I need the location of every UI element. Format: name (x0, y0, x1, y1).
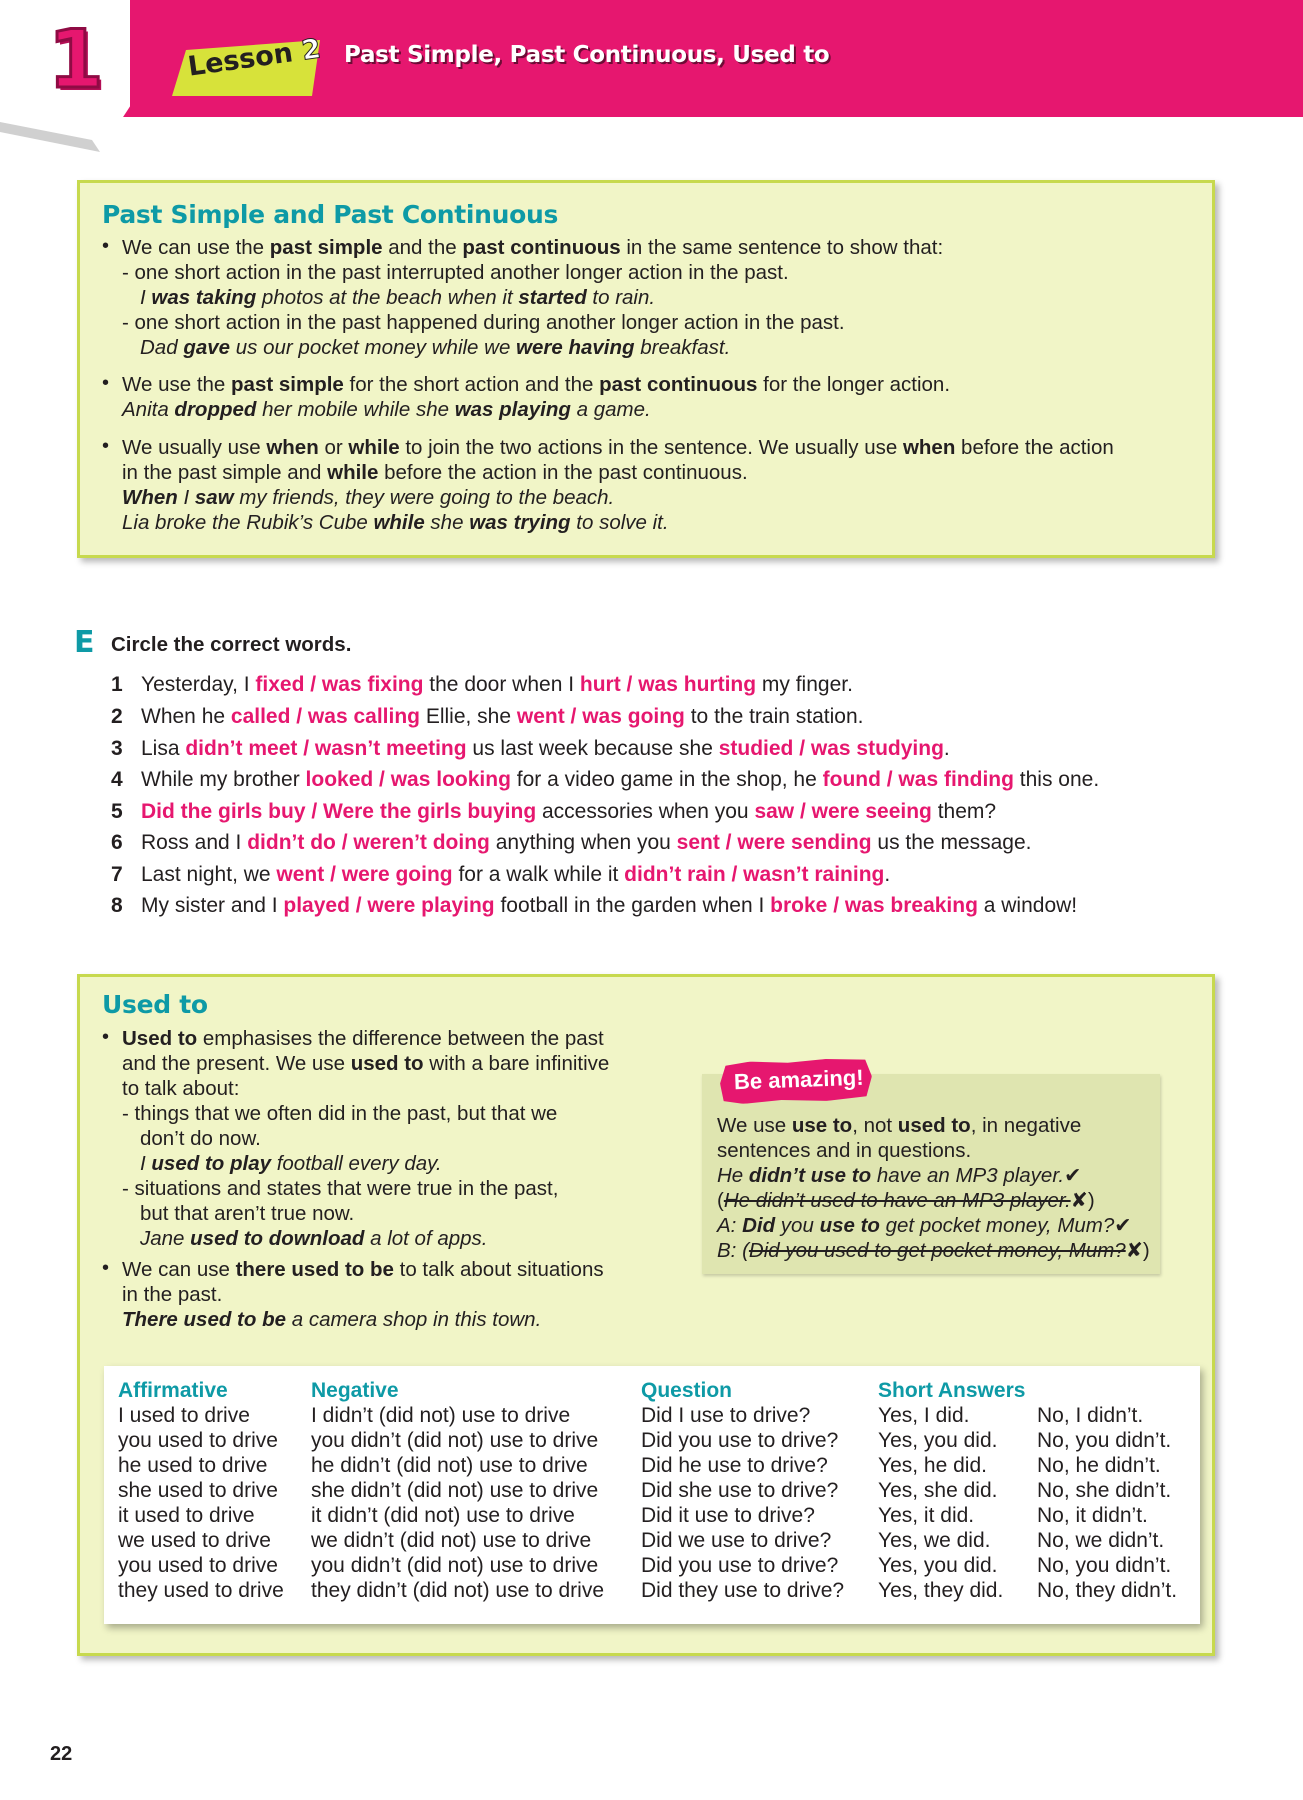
text-segment: you (775, 1214, 820, 1237)
text-segment: used to (350, 1052, 424, 1075)
text-segment: When he (141, 705, 231, 728)
table-header: Affirmative (118, 1379, 228, 1402)
text-segment: used to (897, 1114, 971, 1137)
text-segment: when (266, 436, 319, 459)
table-column-affirmative (118, 1378, 284, 1603)
rule-line (122, 435, 1114, 460)
text-segment: Did (742, 1214, 776, 1237)
text-segment: I (140, 1152, 152, 1175)
tip-line (717, 1113, 1081, 1138)
text-segment: them? (931, 800, 997, 823)
text-segment: to solve it. (570, 511, 669, 534)
table-cell: Did he use to drive? (641, 1454, 828, 1477)
exercise-letter: E (74, 625, 95, 660)
table-column-negative (311, 1378, 604, 1603)
text-segment: Lia broke the Rubik’s Cube (122, 511, 374, 534)
text-segment: past continuous (462, 236, 621, 259)
text-segment: past simple (269, 236, 383, 259)
table-cell: Did it use to drive? (641, 1504, 815, 1527)
text-segment: didn’t use to (748, 1164, 872, 1187)
bullet: • (102, 1257, 110, 1279)
table-column-short-no (1037, 1378, 1177, 1603)
text-segment: Did you used to get pocket money, Mum? (748, 1239, 1126, 1262)
text-segment: There used to be (122, 1308, 287, 1331)
text-segment: We use (717, 1114, 792, 1137)
text-segment: when (902, 436, 956, 459)
text-segment: was playing (454, 398, 571, 421)
table-cell: I didn’t (did not) use to drive (311, 1404, 571, 1427)
rule-line (122, 1257, 604, 1282)
text-segment: 7 (111, 863, 123, 886)
text-segment: were having (516, 336, 635, 359)
text-segment: used to download (190, 1227, 365, 1250)
example-sentence (122, 1307, 541, 1332)
text-segment: Used to (122, 1027, 198, 1050)
rule-line (122, 235, 943, 260)
table-cell: Yes, you did. (878, 1429, 998, 1452)
text-segment: for a video game in the shop, he (510, 768, 823, 791)
table-cell: Yes, I did. (878, 1404, 970, 1427)
bullet: • (102, 435, 110, 457)
answer-choice[interactable]: studied / was studying (718, 737, 944, 760)
text-segment: Anita (122, 398, 175, 421)
text-segment: football every day. (271, 1152, 442, 1175)
rule-line (122, 1051, 609, 1076)
rule-line (122, 372, 950, 397)
table-cell: they used to drive (118, 1579, 284, 1602)
table-cell: Yes, he did. (878, 1454, 987, 1477)
text-segment: When (122, 486, 178, 509)
text-segment: she (424, 511, 470, 534)
rule-line: don’t do now. (140, 1127, 261, 1150)
tip-example (717, 1238, 1150, 1263)
bullet: • (102, 372, 110, 394)
table-cell: No, it didn’t. (1037, 1504, 1148, 1527)
table-cell: you used to drive (118, 1429, 278, 1452)
text-segment: before the action in the past continuous. (378, 461, 748, 484)
text-segment: use to (819, 1214, 880, 1237)
text-segment: gave (183, 336, 231, 359)
text-segment: anything when you (489, 831, 677, 854)
text-segment: He (717, 1164, 749, 1187)
lesson-title: Past Simple, Past Continuous, Used to (344, 42, 830, 68)
exercise-item (111, 705, 864, 729)
text-segment: for the longer action. (757, 373, 951, 396)
rule-line (122, 460, 748, 485)
be-amazing-label: Be amazing! (733, 1064, 864, 1095)
text-segment: Last night, we (141, 863, 277, 886)
text-segment: We use the (122, 373, 232, 396)
answer-choice[interactable]: hurt / was hurting (579, 673, 757, 696)
table-cell: we didn’t (did not) use to drive (311, 1529, 592, 1552)
answer-choice[interactable]: sent / were sending (676, 831, 872, 854)
table-cell: you used to drive (118, 1554, 278, 1577)
rule-line: - one short action in the past happened during another longer action in the past. (122, 311, 845, 334)
exercise-item (111, 894, 1077, 918)
text-segment: My sister and I (141, 894, 284, 917)
table-cell: they didn’t (did not) use to drive (311, 1579, 604, 1602)
rule-line (122, 1026, 604, 1051)
text-segment: us last week because she (466, 737, 719, 760)
table-cell: we used to drive (118, 1529, 271, 1552)
table-cell: he used to drive (118, 1454, 268, 1477)
table-header: Negative (311, 1379, 399, 1402)
text-segment: photos at the beach when it (256, 286, 519, 309)
answer-choice[interactable]: didn’t meet / wasn’t meeting (185, 737, 467, 760)
text-segment: this one. (1013, 768, 1100, 791)
text-segment: before the action (955, 436, 1114, 459)
text-segment: past continuous (599, 373, 758, 396)
text-segment: Ross and I (141, 831, 248, 854)
text-segment: situations and states that were true in the past, (134, 1177, 559, 1200)
text-segment: 4 (111, 768, 123, 791)
answer-choice[interactable]: saw / were seeing (754, 800, 932, 823)
bullet: • (102, 1026, 110, 1048)
text-segment: started (518, 286, 587, 309)
answer-choice[interactable]: went / were going (276, 863, 453, 886)
table-cell: No, we didn’t. (1037, 1529, 1165, 1552)
table-cell: Yes, she did. (878, 1479, 998, 1502)
text-segment: We can use the (122, 236, 270, 259)
text-segment: for a walk while it (452, 863, 625, 886)
text-segment: the door when I (423, 673, 580, 696)
rule-line: in the past. (122, 1283, 223, 1306)
exercise-item (111, 800, 996, 824)
table-cell: Did we use to drive? (641, 1529, 832, 1552)
table-header: Short Answers (878, 1379, 1026, 1402)
text-segment: B: ( (717, 1239, 749, 1262)
exercise-item (111, 768, 1099, 792)
text-segment: to join the two actions in the sentence. We usually use (399, 436, 903, 459)
text-segment: ) (1142, 1239, 1150, 1262)
grammar-box-title: Past Simple and Past Continuous (102, 200, 559, 229)
check-icon: ✔ (1114, 1214, 1132, 1237)
text-segment: was taking (151, 286, 257, 309)
text-segment: saw (194, 486, 234, 509)
text-segment: was trying (469, 511, 571, 534)
table-cell: you didn’t (did not) use to drive (311, 1429, 599, 1452)
text-segment: to rain. (586, 286, 656, 309)
example-sentence (122, 510, 669, 535)
text-segment: dropped (174, 398, 257, 421)
cross-icon: ✘ (1125, 1239, 1143, 1262)
text-segment: Dad (140, 336, 184, 359)
answer-choice[interactable]: Did the girls buy / Were the girls buying (141, 800, 537, 823)
answer-choice[interactable]: found / was finding (822, 768, 1014, 791)
answer-choice[interactable]: broke / was breaking (770, 894, 978, 917)
table-cell: No, they didn’t. (1037, 1579, 1178, 1602)
lesson-word: Lesson (186, 37, 295, 83)
text-segment: in the same sentence to show that: (620, 236, 944, 259)
table-cell: Yes, you did. (878, 1554, 998, 1577)
text-segment: He didn’t used to have an MP3 player. (723, 1189, 1071, 1212)
text-segment: while (327, 461, 379, 484)
tip-example (717, 1213, 1131, 1238)
table-cell: you didn’t (did not) use to drive (311, 1554, 599, 1577)
table-cell: Did they use to drive? (641, 1579, 845, 1602)
text-segment: a lot of apps. (364, 1227, 488, 1250)
text-segment: to the train station. (684, 705, 864, 728)
text-segment: a game. (570, 398, 651, 421)
rule-line: - one short action in the past interrupted another longer action in the past. (122, 261, 789, 284)
text-segment: Yesterday, I (141, 673, 256, 696)
table-cell: it didn’t (did not) use to drive (311, 1504, 575, 1527)
table-cell: No, you didn’t. (1037, 1429, 1172, 1452)
table-cell: Did I use to drive? (641, 1404, 811, 1427)
answer-choice[interactable]: didn’t rain / wasn’t raining (624, 863, 885, 886)
text-segment: past simple (231, 373, 344, 396)
text-segment: a window! (977, 894, 1078, 917)
tip-example (717, 1188, 1095, 1213)
table-header: Question (641, 1379, 733, 1402)
table-column-short-yes (878, 1378, 1025, 1603)
answer-choice[interactable]: went / was going (516, 705, 685, 728)
text-segment: I (140, 286, 152, 309)
cross-icon: ✘ (1070, 1189, 1088, 1212)
text-segment: used to play (151, 1152, 272, 1175)
table-cell: he didn’t (did not) use to drive (311, 1454, 588, 1477)
example-sentence (140, 1151, 442, 1176)
rule-line: but that aren’t true now. (140, 1202, 355, 1225)
text-segment: . (943, 737, 950, 760)
text-segment: 1 (111, 673, 123, 696)
lesson-number: 2 (299, 33, 323, 67)
text-segment: while (348, 436, 400, 459)
example-sentence (140, 285, 655, 310)
text-segment: emphasises the difference between the past (197, 1027, 604, 1050)
answer-choice[interactable]: didn’t do / weren’t doing (247, 831, 490, 854)
example-sentence (122, 397, 651, 422)
exercise-item (111, 831, 1031, 855)
text-segment: us our pocket money while we (230, 336, 517, 359)
table-cell: No, you didn’t. (1037, 1554, 1172, 1577)
table-cell: Yes, it did. (878, 1504, 975, 1527)
text-segment: , not (852, 1114, 898, 1137)
table-cell: she used to drive (118, 1479, 278, 1502)
text-segment: accessories when you (536, 800, 755, 823)
text-segment: and the present. We use (122, 1052, 351, 1075)
rule-line: - things that we often did in the past, but that we (122, 1102, 558, 1125)
text-segment: While my brother (141, 768, 306, 791)
text-segment: to talk about situations (393, 1258, 604, 1281)
text-segment: football in the garden when I (494, 894, 771, 917)
example-sentence (140, 335, 730, 360)
text-segment: and the (382, 236, 463, 259)
text-segment: 8 (111, 894, 123, 917)
text-segment: us the message. (871, 831, 1032, 854)
table-cell: No, he didn’t. (1037, 1454, 1161, 1477)
text-segment: get pocket money, Mum? (879, 1214, 1115, 1237)
text-segment: one short action in the past happened during another longer action in the past. (134, 311, 845, 334)
text-segment: or (318, 436, 349, 459)
text-segment: We can use (122, 1258, 236, 1281)
text-segment: , in negative (970, 1114, 1082, 1137)
unit-number: 1 (48, 13, 104, 106)
text-segment: for the short action and the (343, 373, 600, 396)
bullet: • (102, 235, 110, 257)
answer-choice[interactable]: looked / was looking (305, 768, 511, 791)
example-sentence (122, 485, 614, 510)
text-segment: . (884, 863, 891, 886)
text-segment: one short action in the past interrupted another longer action in the past. (134, 261, 789, 284)
text-segment: a camera shop in this town. (286, 1308, 542, 1331)
table-cell: Yes, they did. (878, 1579, 1004, 1602)
text-segment: 3 (111, 737, 123, 760)
text-segment: A: (717, 1214, 743, 1237)
text-segment: 5 (111, 800, 123, 823)
text-segment: ) (1087, 1189, 1095, 1212)
text-segment: things that we often did in the past, but that we (134, 1102, 558, 1125)
text-segment: my friends, they were going to the beach. (233, 486, 615, 509)
text-segment: have an MP3 player. (871, 1164, 1065, 1187)
table-cell: I used to drive (118, 1404, 250, 1427)
text-segment: ( (717, 1189, 724, 1212)
answer-choice[interactable]: played / were playing (283, 894, 495, 917)
page-number: 22 (50, 1743, 73, 1765)
text-segment: her mobile while she (256, 398, 455, 421)
text-segment: I (177, 486, 195, 509)
table-cell: Did you use to drive? (641, 1429, 839, 1452)
text-segment: my finger. (756, 673, 853, 696)
text-segment: Ellie, she (419, 705, 517, 728)
text-segment: We usually use (122, 436, 267, 459)
table-cell: it used to drive (118, 1504, 255, 1527)
answer-choice[interactable]: called / was calling (230, 705, 420, 728)
text-segment: Jane (140, 1227, 191, 1250)
table-cell: she didn’t (did not) use to drive (311, 1479, 599, 1502)
example-sentence (140, 1226, 488, 1251)
text-segment: in the past simple and (122, 461, 328, 484)
table-column-question (641, 1378, 844, 1603)
table-cell: No, I didn’t. (1037, 1404, 1144, 1427)
text-segment: there used to be (235, 1258, 394, 1281)
exercise-item (111, 737, 950, 761)
text-segment: while (373, 511, 425, 534)
exercise-item (111, 673, 853, 697)
answer-choice[interactable]: fixed / was fixing (255, 673, 424, 696)
check-icon: ✔ (1064, 1164, 1082, 1187)
rule-line: - situations and states that were true in the past, (122, 1177, 559, 1200)
table-cell: Yes, we did. (878, 1529, 991, 1552)
table-cell: Did she use to drive? (641, 1479, 839, 1502)
text-segment: Lisa (141, 737, 186, 760)
tip-line: sentences and in questions. (717, 1139, 972, 1162)
text-segment: 2 (111, 705, 123, 728)
text-segment: with a bare infinitive (423, 1052, 610, 1075)
text-segment: use to (791, 1114, 853, 1137)
exercise-item (111, 863, 890, 887)
text-segment: breakfast. (634, 336, 731, 359)
table-cell: No, she didn’t. (1037, 1479, 1172, 1502)
rule-line: to talk about: (122, 1077, 240, 1100)
exercise-instruction: Circle the correct words. (111, 633, 352, 656)
text-segment: 6 (111, 831, 123, 854)
grammar-box-title: Used to (102, 990, 208, 1019)
tip-example (717, 1163, 1081, 1188)
table-cell: Did you use to drive? (641, 1554, 839, 1577)
